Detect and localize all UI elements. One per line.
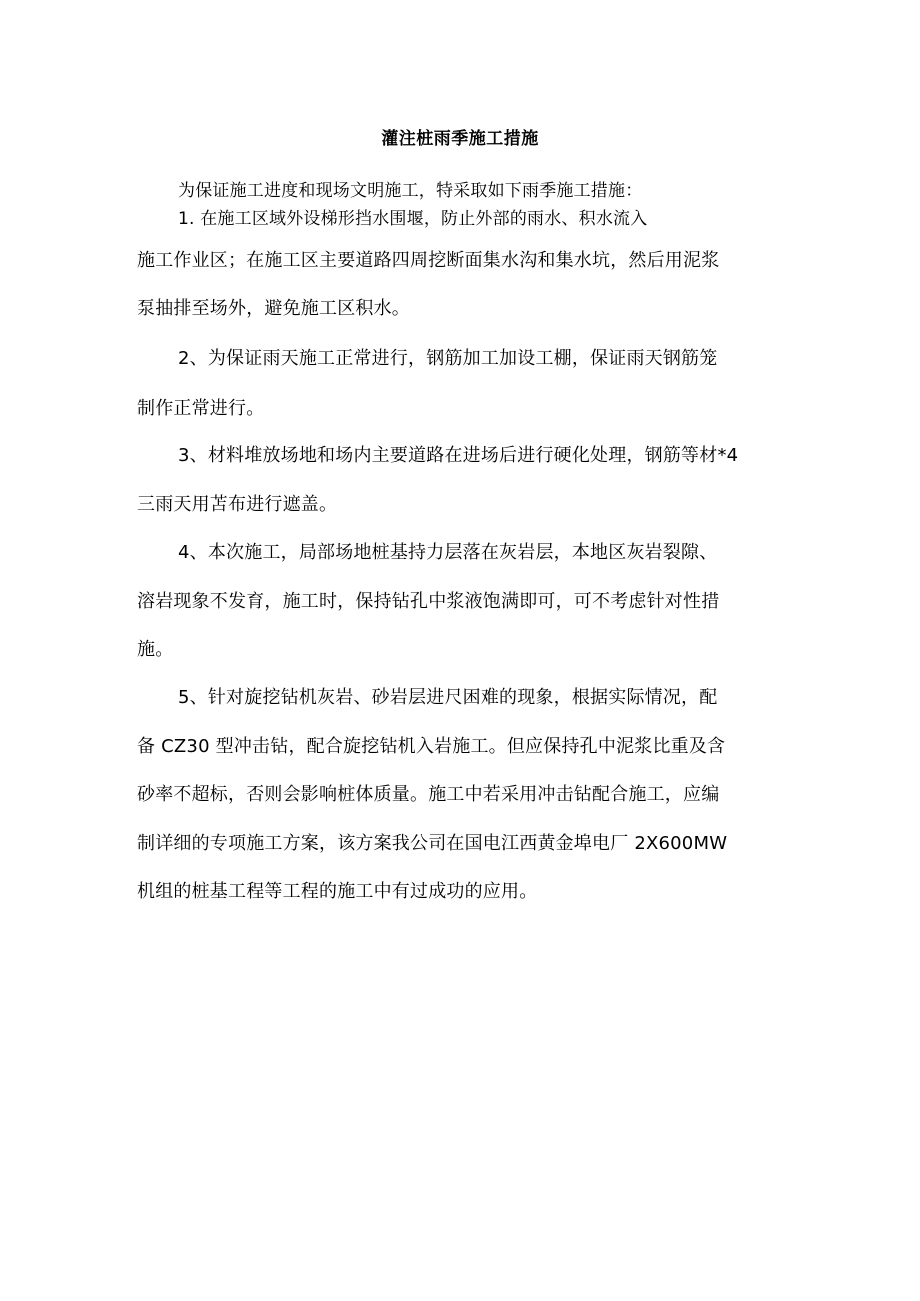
- item4-line3: 施。: [137, 639, 174, 660]
- item2-line2: 制作正常进行。: [137, 398, 265, 419]
- item3-line2: 三雨天用苫布进行遮盖。: [137, 494, 338, 515]
- item1-line1: 1. 在施工区域外设梯形挡水围堰，防止外部的雨水、积水流入: [178, 209, 648, 229]
- item5-line1: 5、针对旋挖钻机灰岩、砂岩层进尺困难的现象，根据实际情况，配: [178, 687, 718, 708]
- item4-line2: 溶岩现象不发育，施工时，保持钻孔中浆液饱满即可，可不考虑针对性措: [137, 591, 720, 612]
- item2-line1: 2、为保证雨天施工正常进行，钢筋加工加设工棚，保证雨天钢筋笼: [178, 348, 718, 369]
- item5-line4: 制详细的专项施工方案，该方案我公司在国电江西黄金埠电厂 2X600MW: [137, 833, 728, 854]
- item1-line2: 施工作业区；在施工区主要道路四周挖断面集水沟和集水坑，然后用泥浆: [137, 250, 720, 271]
- intro-text: 为保证施工进度和现场文明施工，特采取如下雨季施工措施：: [178, 181, 643, 201]
- item4-line1: 4、本次施工，局部场地桩基持力层落在灰岩层，本地区灰岩裂隙、: [178, 542, 718, 563]
- item5-line2: 备 CZ30 型冲击钻，配合旋挖钻机入岩施工。但应保持孔中泥浆比重及含: [137, 736, 726, 757]
- document-title: 灌注桩雨季施工措施: [381, 129, 539, 149]
- item5-line3: 砂率不超标，否则会影响桩体质量。施工中若采用冲击钻配合施工，应编: [137, 784, 720, 805]
- item5-line5: 机组的桩基工程等工程的施工中有过成功的应用。: [137, 881, 538, 902]
- item1-line3: 泵抽排至场外，避免施工区积水。: [137, 298, 410, 319]
- item3-line1: 3、材料堆放场地和场内主要道路在进场后进行硬化处理，钢筋等材*4: [178, 445, 739, 466]
